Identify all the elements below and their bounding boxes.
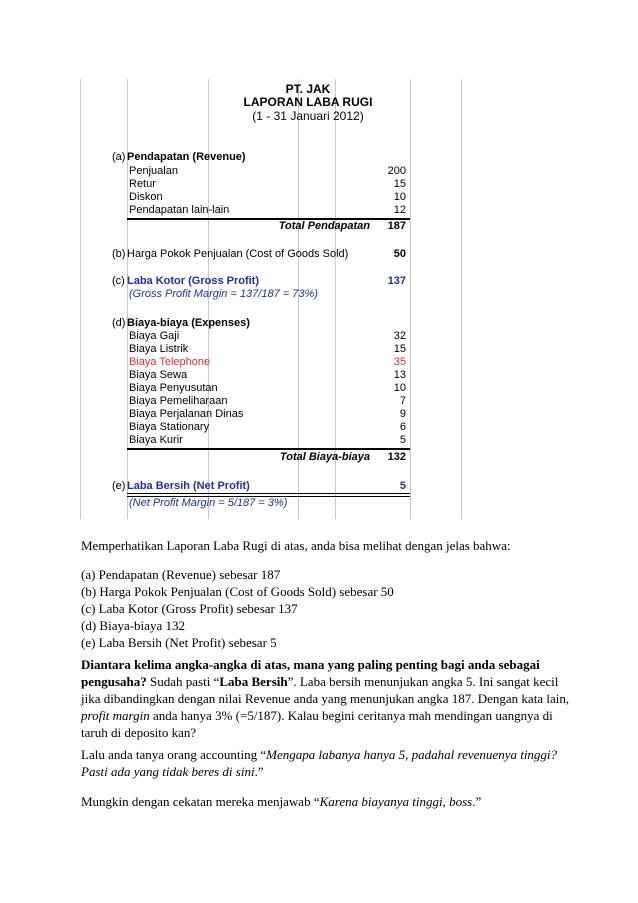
expense-item-label: Biaya Pemeliharaan [129, 395, 228, 407]
gross-profit-label: Laba Kotor (Gross Profit) [127, 275, 260, 287]
section-c-index: (c) [112, 275, 125, 287]
question-end: pengusaha? [81, 674, 147, 689]
paragraph-text: Lalu anda tanya orang accounting “ [81, 747, 267, 762]
company-name: PT. JAK [285, 82, 331, 96]
expense-item-label: Biaya Telephone [129, 356, 211, 368]
list-item: (e) Laba Bersih (Net Profit) sebesar 5 [81, 635, 277, 650]
report-title: LAPORAN LABA RUGI [243, 95, 373, 109]
paragraph-line [81, 707, 553, 724]
report-period: (1 - 31 Januari 2012) [252, 109, 364, 123]
paragraph-line: jika dibandingkan dengan nilai Revenue anda yang menunjukan angka 187. Dengan kata lain, [81, 691, 570, 706]
expense-item-label: Biaya Penyusutan [129, 382, 218, 394]
question-answer-line [81, 673, 558, 690]
net-profit-emphasis: Laba Bersih [219, 674, 288, 689]
total-revenue-label: Total Pendapatan [278, 220, 370, 232]
total-expenses-value: 132 [387, 451, 406, 463]
section-a-title: Pendapatan (Revenue) [127, 151, 246, 163]
paragraph-line [81, 746, 557, 763]
paragraph-text: .” [472, 794, 482, 809]
net-profit-rule [127, 493, 410, 494]
revenue-item-label: Diskon [129, 191, 163, 203]
question-line: Diantara kelima angka-angka di atas, mana yang paling penting bagi anda sebagai [81, 657, 540, 672]
section-d-index: (d) [112, 317, 126, 329]
revenue-item-value: 12 [393, 204, 406, 216]
quote-text: Karena biayanya tinggi, boss [319, 794, 473, 809]
net-profit-value: 5 [399, 480, 406, 492]
revenue-item-label: Penjualan [129, 165, 178, 177]
list-item: (b) Harga Pokok Penjualan (Cost of Goods Sold) sebesar 50 [81, 584, 394, 599]
paragraph-line [81, 793, 481, 810]
expense-item-value: 9 [399, 408, 406, 420]
expense-item-label: Biaya Perjalanan Dinas [129, 408, 244, 420]
revenue-item-value: 15 [393, 178, 406, 190]
list-item: (a) Pendapatan (Revenue) sebesar 187 [81, 567, 281, 582]
expense-item-value: 7 [399, 395, 406, 407]
expense-item-value: 5 [399, 434, 406, 446]
expense-item-label: Biaya Gaji [129, 330, 180, 342]
net-profit-label: Laba Bersih (Net Profit) [127, 480, 250, 492]
paragraph-text: Mungkin dengan cekatan mereka menjawab “ [81, 794, 320, 809]
gross-profit-margin-note: (Gross Profit Margin = 137/187 = 73%) [129, 288, 318, 300]
paragraph-line [81, 763, 264, 780]
expense-item-value: 35 [393, 356, 406, 368]
total-rule [127, 448, 410, 450]
quote-text: Pasti ada yang tidak beres di sini [81, 764, 255, 779]
revenue-item-value: 10 [393, 191, 406, 203]
intro-paragraph: Memperhatikan Laporan Laba Rugi di atas, anda bisa melihat dengan jelas bahwa: [81, 538, 511, 553]
section-d-title: Biaya-biaya (Expenses) [127, 317, 250, 329]
answer-text: ”. Laba bersih menunjukan angka 5. Ini sangat kecil [287, 674, 559, 689]
expense-item-label: Biaya Listrik [129, 343, 189, 355]
expense-item-label: Biaya Kurir [129, 434, 183, 446]
answer-text: Sudah pasti “ [146, 674, 220, 689]
income-statement-sheet [80, 79, 462, 519]
profit-margin-term: profit margin [81, 708, 150, 723]
cogs-value: 50 [393, 248, 406, 260]
expense-item-value: 15 [393, 343, 406, 355]
expense-item-label: Biaya Stationary [129, 421, 210, 433]
revenue-item-label: Retur [129, 178, 156, 190]
list-item: (c) Laba Kotor (Gross Profit) sebesar 137 [81, 601, 298, 616]
section-a-index: (a) [112, 151, 126, 163]
expense-item-value: 10 [393, 382, 406, 394]
list-item: (d) Biaya-biaya 132 [81, 618, 185, 633]
expense-item-value: 13 [393, 369, 406, 381]
total-revenue-value: 187 [387, 220, 406, 232]
net-profit-margin-note: (Net Profit Margin = 5/187 = 3%) [129, 497, 288, 509]
paragraph-text: .” [254, 764, 264, 779]
paragraph-text: anda hanya 3% (=5/187). Kalau begini ceritanya mah mendingan uangnya di [149, 708, 553, 723]
expense-item-label: Biaya Sewa [129, 369, 188, 381]
paragraph-line: taruh di deposito kan? [81, 725, 197, 740]
section-e-index: (e) [112, 480, 126, 492]
expense-item-value: 6 [399, 421, 406, 433]
gross-profit-value: 137 [387, 275, 406, 287]
revenue-item-value: 200 [387, 165, 406, 177]
cogs-label: Harga Pokok Penjualan (Cost of Goods Sold) [127, 248, 349, 260]
revenue-item-label: Pendapatan lain-lain [129, 204, 230, 216]
quote-text: Mengapa labanya hanya 5, padahal revenuenya tinggi? [266, 747, 558, 762]
total-expenses-label: Total Biaya-biaya [279, 451, 370, 463]
expense-item-value: 32 [393, 330, 406, 342]
section-b-index: (b) [112, 248, 126, 260]
